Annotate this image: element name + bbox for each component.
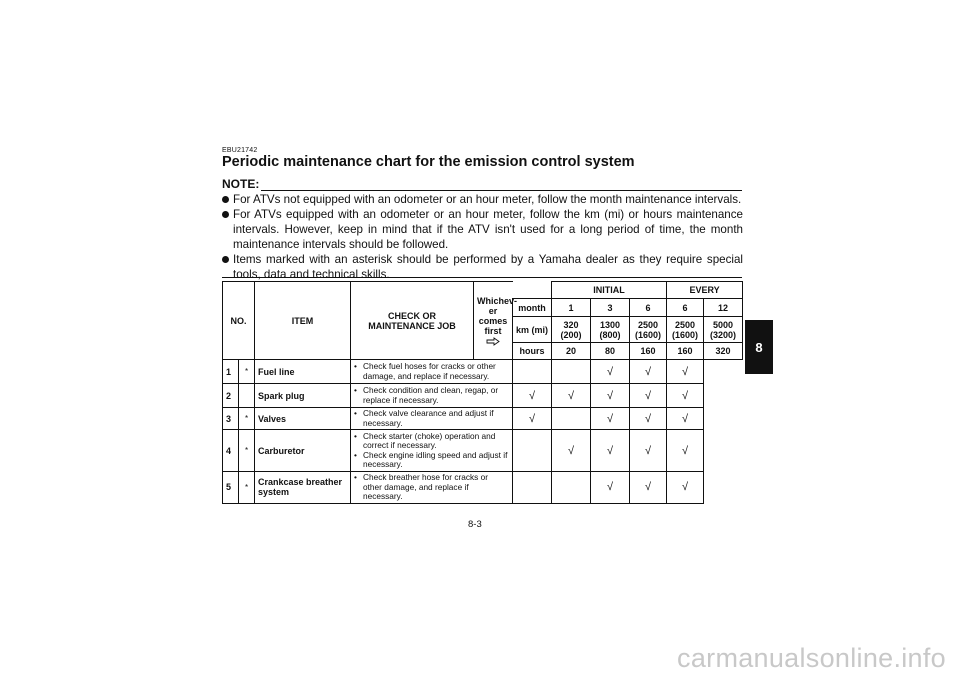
header-every: EVERY [667,282,743,299]
note-list [222,192,743,282]
table-row: 3 * Valves • Check valve clearance and adjust if necessary. √ √ √ √ [223,408,743,430]
note-item: Items marked with an asterisk should be performed by a Yamaha dealer as they require special tools, data and technical skills. [222,252,743,282]
note-label: NOTE: [222,177,260,191]
table-row: 4 * Carburetor • Check starter (choke) operation and correct if necessary. • Check engine idling speed and adjust if necessary. √ √ √ √ [223,430,743,472]
header-initial: INITIAL [552,282,667,299]
watermark: carmanualsonline.info [677,643,946,673]
page-title: Periodic maintenance chart for the emission control system [222,154,635,170]
note-header [222,178,742,191]
table-header-row [223,282,743,299]
interval-row-month: month 1 3 6 6 12 [223,299,743,317]
interval-row-km: km (mi) 320 (200) 1300 (800) 2500 (1600) 2500 (1600) 5000 (3200) [223,317,743,343]
table-row: 5 * Crankcase breather system • Check breather hose for cracks or other damage, and replace if necessary. √ √ √ [223,472,743,504]
note-item: For ATVs not equipped with an odometer or an hour meter, follow the month maintenance intervals. [222,192,743,207]
header-item: ITEM [255,282,351,360]
header-whichever: Whichev-er comes first [474,282,513,360]
interval-row-hours: hours 20 80 160 160 320 [223,343,743,360]
section-code: EBU21742 [222,147,258,154]
maintenance-table [222,281,743,504]
page-number: 8-3 [468,519,482,530]
header-no: NO. [223,282,255,360]
table-row: 1 * Fuel line • Check fuel hoses for cracks or other damage, and replace if necessary. √ √ √ [223,360,743,384]
note-item: For ATVs equipped with an odometer or an hour meter, follow the km (mi) or hours maintenance intervals. However, keep in mind that if the ATV isn't used for a long period of time, the month maintenance intervals should be followed. [222,207,743,252]
header-job: CHECK OR MAINTENANCE JOB [351,282,474,360]
table-row: 2 Spark plug • Check condition and clean, regap, or replace if necessary. √ √ √ √ √ [223,384,743,408]
chapter-tab: 8 [745,320,773,374]
arrow-right-icon [486,337,500,346]
divider [222,277,742,278]
